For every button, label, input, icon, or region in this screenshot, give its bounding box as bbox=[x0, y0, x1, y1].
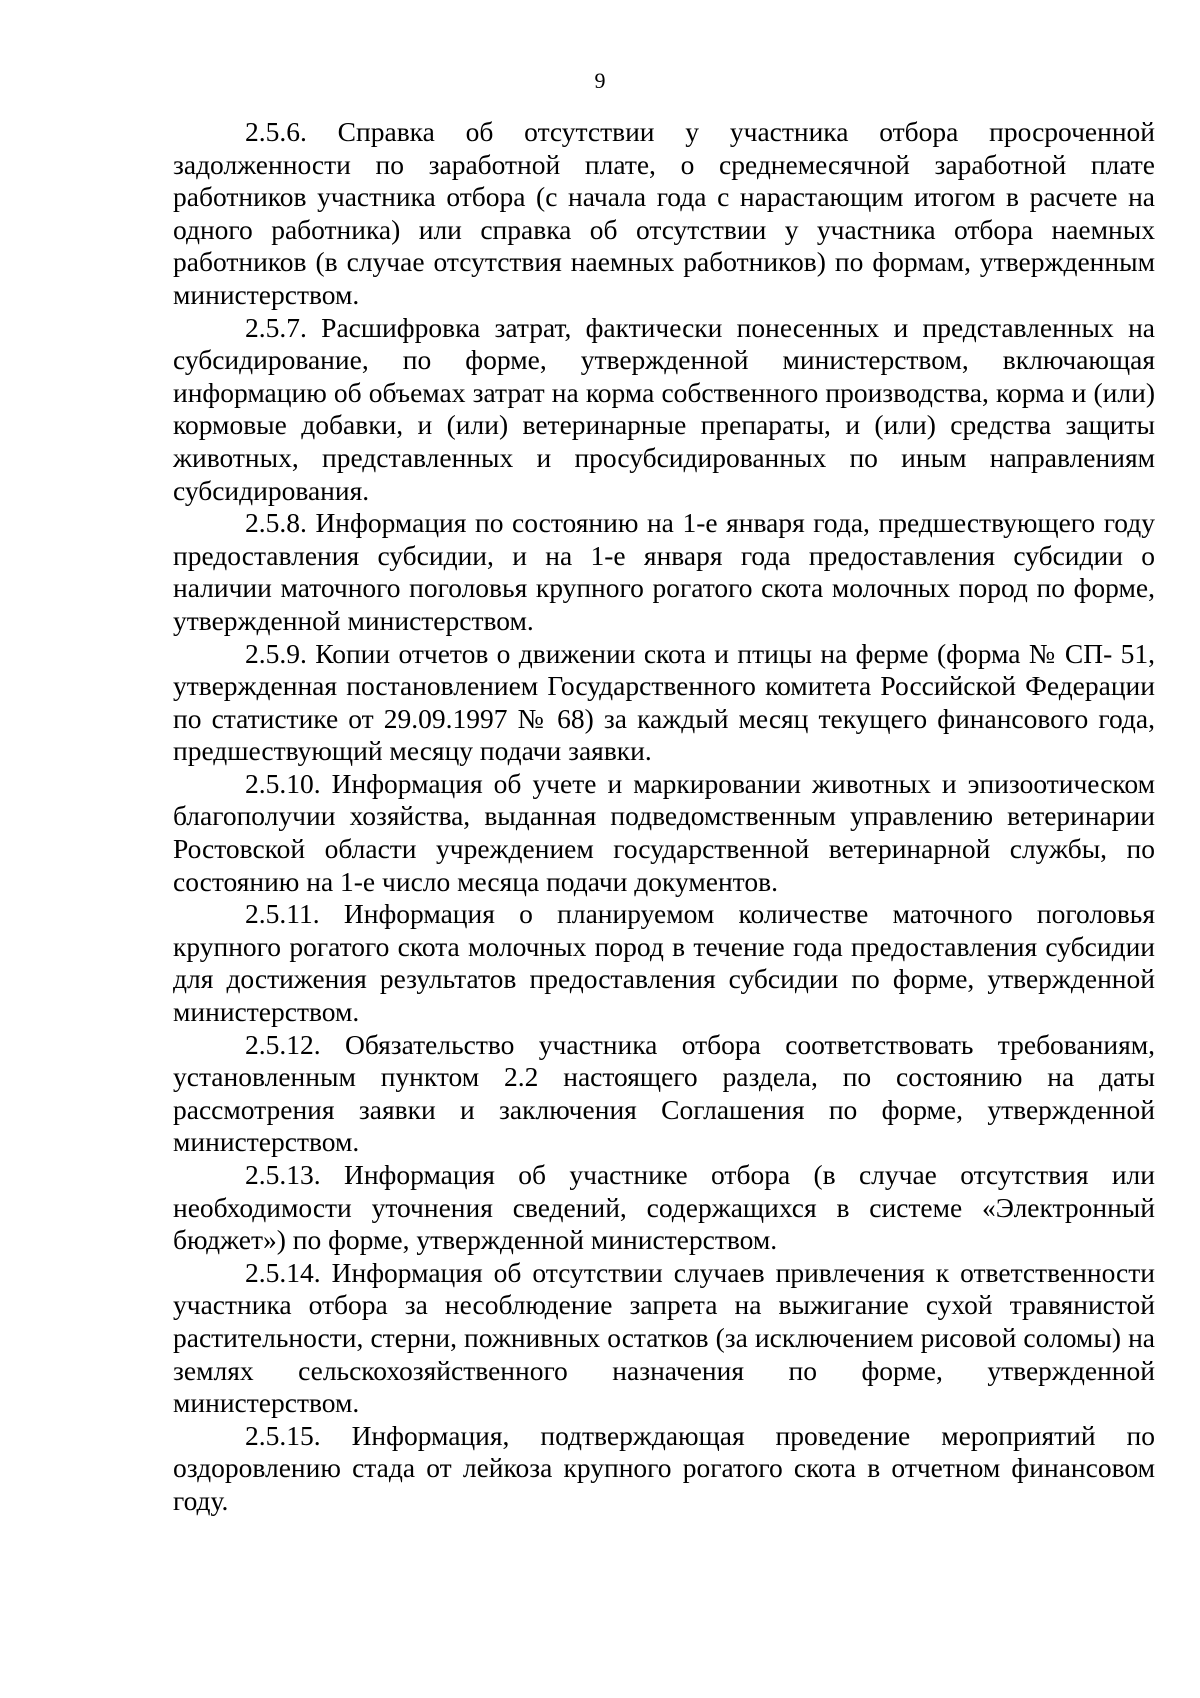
paragraph-2-5-7: 2.5.7. Расшифровка затрат, фактически понесенных и представленных на субсидирование, по форме, утвержденной министерством, включающая информацию об объемах затрат на корма собственного производства, корма и (или) кормовые добавки, и (или) ветеринарные препараты, и (или) средства защиты животных, представленных и просубсидированных по иным направлениям субсидирования. bbox=[173, 311, 1155, 506]
paragraph-2-5-6: 2.5.6. Справка об отсутствии у участника отбора просроченной задолженности по заработной плате, о среднемесячной заработной плате работников участника отбора (с начала года с нарастающим итогом в расчете на одного работника) или справка об отсутствии у участника отбора наемных работников (в случае отсутствия наемных работников) по формам, утвержденным министерством. bbox=[173, 116, 1155, 310]
paragraph-2-5-13: 2.5.13. Информация об участнике отбора (в случае отсутствия или необходимости уточнения сведений, содержащихся в системе «Электронный бюджет») по форме, утвержденной министерством. bbox=[173, 1159, 1155, 1256]
document-body bbox=[173, 116, 1155, 1518]
paragraph-2-5-11: 2.5.11. Информация о планируемом количестве маточного поголовья крупного рогатого скота молочных пород в течение года предоставления субсидии для достижения результатов предоставления субсидии по форме, утвержденной министерством. bbox=[173, 898, 1155, 1028]
paragraph-2-5-10: 2.5.10. Информация об учете и маркировании животных и эпизоотическом благополучии хозяйства, выданная подведомственным управлению ветеринарии Ростовской области учреждением государственной ветеринарной службы, по состоянию на 1-е число месяца подачи документов. bbox=[173, 767, 1155, 897]
paragraph-2-5-15: 2.5.15. Информация, подтверждающая проведение мероприятий по оздоровлению стада от лейкоза крупного рогатого скота в отчетном финансовом году. bbox=[173, 1419, 1155, 1516]
page-number: 9 bbox=[594, 68, 606, 93]
paragraph-2-5-8: 2.5.8. Информация по состоянию на 1-е января года, предшествующего году предоставления субсидии, и на 1-е января года предоставления субсидии о наличии маточного поголовья крупного рогатого скота молочных пород по форме, утвержденной министерством. bbox=[173, 507, 1155, 636]
paragraph-2-5-14: 2.5.14. Информация об отсутствии случаев привлечения к ответственности участника отбора за несоблюдение запрета на выжигание сухой травянистой растительности, стерни, пожнивных остатков (за исключением рисовой соломы) на землях сельскохозяйственного назначения по форме, утвержденной министерством. bbox=[173, 1256, 1155, 1419]
paragraph-2-5-9: 2.5.9. Копии отчетов о движении скота и птицы на ферме (форма № СП- 51, утвержденная постановлением Государственного комитета Российской Федерации по статистике от 29.09.1997 № 68) за каждый месяц текущего финансового года, предшествующий месяцу подачи заявки. bbox=[173, 637, 1155, 767]
paragraph-2-5-12: 2.5.12. Обязательство участника отбора соответствовать требованиям, установленным пунктом 2.2 настоящего раздела, по состоянию на даты рассмотрения заявки и заключения Соглашения по форме, утвержденной министерством. bbox=[173, 1028, 1155, 1158]
